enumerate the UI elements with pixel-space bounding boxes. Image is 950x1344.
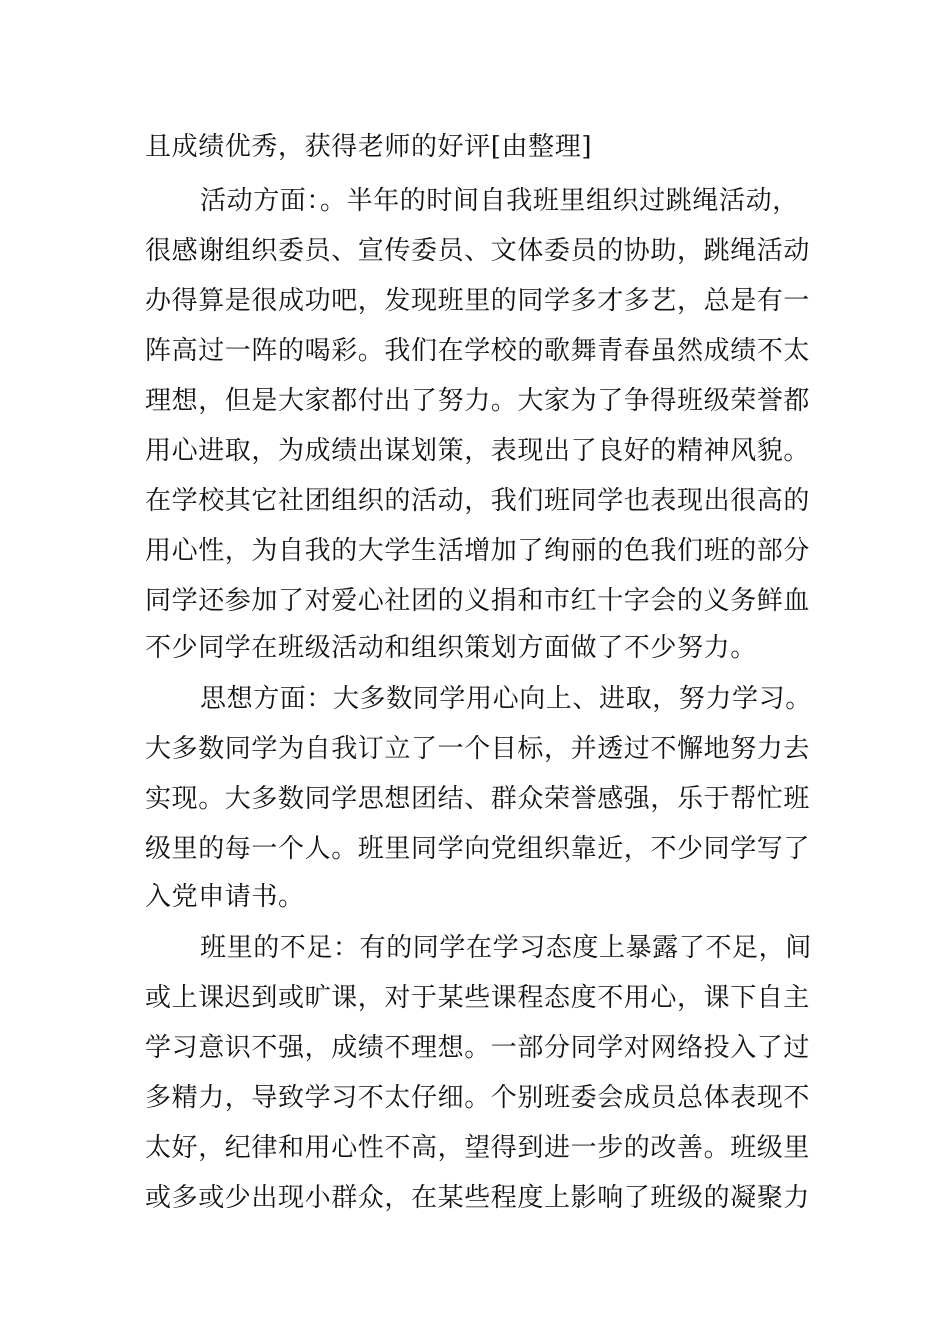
text-line: 或上课迟到或旷课，对于某些课程态度不用心，课下自主 xyxy=(145,983,811,1013)
text-line: 级里的每一个人。班里同学向党组织靠近，不少同学写了 xyxy=(145,834,811,864)
text-line: 大多数同学为自我订立了一个目标，并透过不懈地努力去 xyxy=(145,734,811,764)
text-line: 用心进取，为成绩出谋划策，表现出了良好的精神风貌。 xyxy=(145,436,811,466)
paragraph-start-line: 班里的不足：有的同学在学习态度上暴露了不足，间 xyxy=(200,933,812,963)
text-line: 实现。大多数同学思想团结、群众荣誉感强，乐于帮忙班 xyxy=(145,784,811,814)
paragraph-start-line: 活动方面：。半年的时间自我班里组织过跳绳活动， xyxy=(200,186,799,216)
text-line: 或多或少出现小群众，在某些程度上影响了班级的凝聚力 xyxy=(145,1183,811,1213)
text-line: 理想，但是大家都付出了努力。大家为了争得班级荣誉都 xyxy=(145,386,811,416)
text-line: 用心性，为自我的大学生活增加了绚丽的色我们班的部分 xyxy=(145,536,811,566)
text-line: 同学还参加了对爱心社团的义捐和市红十字会的义务鲜血 xyxy=(145,586,811,616)
text-line: 太好，纪律和用心性不高，望得到进一步的改善。班级里 xyxy=(145,1133,811,1163)
text-line: 且成绩优秀，获得老师的好评[由整理] xyxy=(145,132,593,162)
text-line: 很感谢组织委员、宣传委员、文体委员的协助，跳绳活动 xyxy=(145,236,811,266)
text-line: 阵高过一阵的喝彩。我们在学校的歌舞青春虽然成绩不太 xyxy=(145,336,811,366)
text-line: 多精力，导致学习不太仔细。个别班委会成员总体表现不 xyxy=(145,1083,811,1113)
text-line: 不少同学在班级活动和组织策划方面做了不少努力。 xyxy=(145,633,757,663)
text-line: 入党申请书。 xyxy=(145,882,305,912)
text-line: 在学校其它社团组织的活动，我们班同学也表现出很高的 xyxy=(145,486,811,516)
text-line: 学习意识不强，成绩不理想。一部分同学对网络投入了过 xyxy=(145,1033,811,1063)
text-line: 办得算是很成功吧，发现班里的同学多才多艺，总是有一 xyxy=(145,286,811,316)
paragraph-start-line: 思想方面：大多数同学用心向上、进取，努力学习。 xyxy=(200,684,812,714)
